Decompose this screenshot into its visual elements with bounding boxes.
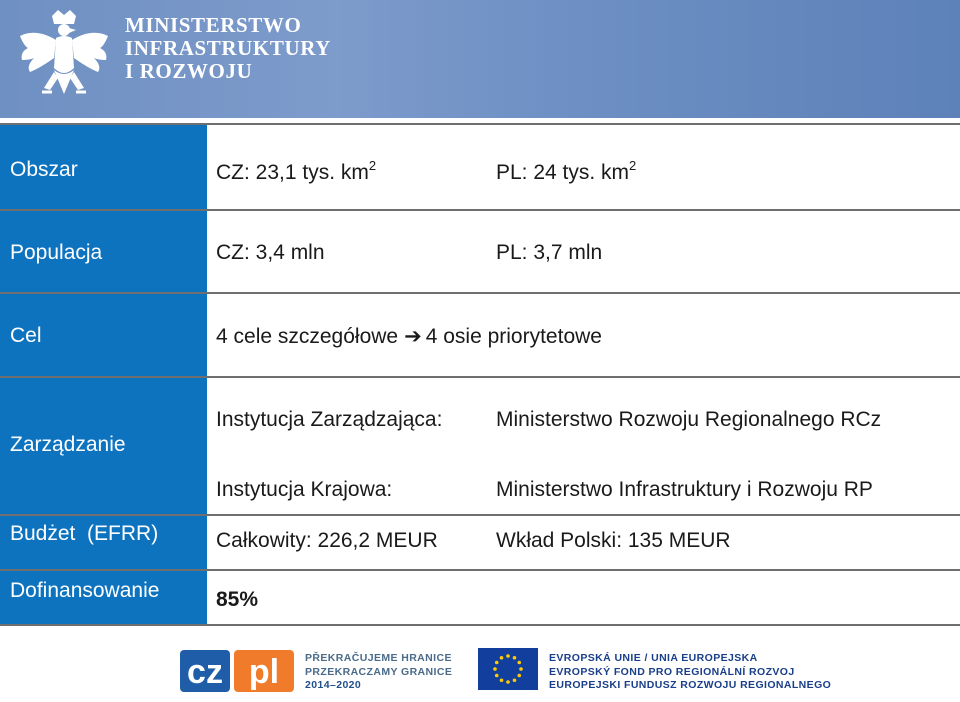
label-cell [0,125,207,209]
ik-value: Ministerstwo Infrastruktury i Rozwoju RP [496,478,873,501]
cofinancing-value: 85% [216,588,259,611]
value-pl-text: PL: 24 tys. km [496,161,630,184]
czpl-line-1: PŘEKRAČUJEME HRANICE [305,652,452,664]
iz-value: Ministerstwo Rozwoju Regionalnego RCz [496,408,882,431]
row-label: Budżet (EFRR) [10,522,159,545]
row-label: Obszar [10,158,78,181]
row-label: Populacja [10,241,103,264]
interreg-czpl-logo [180,648,296,694]
row-populacja [0,209,960,292]
cel-right: 4 osie priorytetowe [425,325,602,348]
eu-star-icon [517,661,521,665]
eu-star-icon [513,656,517,660]
ministry-name [125,14,331,83]
eu-fund-text [549,652,831,693]
iz-label: Instytucja Zarządzająca: [216,408,443,431]
czpl-line-3: 2014–2020 [305,679,362,691]
eu-star-icon [500,656,504,660]
czpl-logo-cz: cz [187,653,223,691]
label-cell [0,516,207,569]
eu-flag-icon [478,648,538,690]
eu-line-3: EUROPEJSKI FUNDUSZ ROZWOJU REGIONALNEGO [549,679,832,691]
eu-star-icon [500,678,504,682]
value-cz [216,158,376,185]
row-label: Zarządzanie [10,433,126,456]
czpl-logo-pl: pl [248,653,280,691]
row-dofinansowanie [0,569,960,626]
row-budzet [0,514,960,569]
row-label: Cel [10,324,42,347]
eu-line-1: EVROPSKÁ UNIE / UNIA EUROPEJSKA [549,652,758,664]
ministry-line-2: INFRASTRUKTURY [125,36,332,60]
ik-label: Instytucja Krajowa: [216,478,393,501]
value-cz: CZ: 3,4 mln [216,241,325,264]
eu-line-2: EVROPSKÝ FOND PRO REGIONÁLNÍ ROZVOJ [549,665,795,678]
value-pl [496,158,636,185]
label-cell [0,571,207,624]
ministry-line-1: MINISTERSTWO [125,13,302,37]
eu-star-icon [495,674,499,678]
budget-total: Całkowity: 226,2 MEUR [216,529,438,552]
value-cz-text: CZ: 23,1 tys. km [216,161,369,184]
eu-star-icon [519,667,523,671]
arrow-right-icon: ➔ [404,325,422,348]
eu-star-icon [506,654,510,658]
superscript: 2 [368,158,377,173]
row-label: Dofinansowanie [10,579,160,602]
eu-star-icon [513,678,517,682]
eu-star-icon [495,661,499,665]
cel-left: 4 cele szczegółowe [216,325,399,348]
czpl-programme-text [305,652,452,693]
label-cell [0,294,207,376]
cel-text [216,324,602,349]
label-cell [0,378,207,514]
ministry-line-3: I ROZWOJU [125,59,253,83]
eu-star-icon [517,674,521,678]
row-obszar [0,123,960,209]
label-cell [0,211,207,292]
czpl-line-2: PRZEKRACZAMY GRANICE [305,665,453,678]
polish-eagle-emblem-icon [14,8,114,112]
header-banner [0,0,960,118]
row-zarzadzanie [0,376,960,514]
budget-pl: Wkład Polski: 135 MEUR [496,529,731,552]
eu-star-icon [506,680,510,684]
value-pl: PL: 3,7 mln [496,241,603,264]
superscript: 2 [629,158,637,173]
row-cel [0,292,960,376]
eu-star-icon [493,667,497,671]
